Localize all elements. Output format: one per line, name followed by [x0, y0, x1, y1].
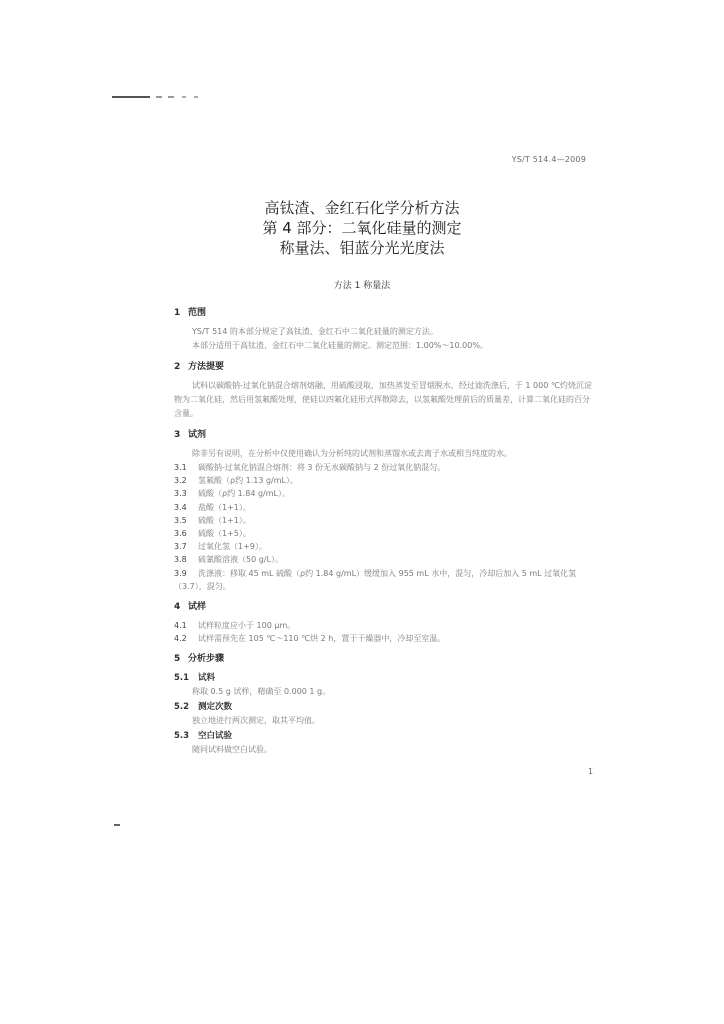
- section-heading-procedure: [174, 653, 594, 665]
- subsection-number: 5.2: [174, 702, 190, 713]
- item-text: 碳酸钠-过氧化钠混合熔剂：将 3 份无水碳酸钠与 2 份过氧化钠混匀。: [198, 463, 446, 472]
- item-text: 硫酸（1+1）。: [198, 515, 251, 525]
- list-item: [174, 487, 594, 500]
- method-title: 方法 1 称量法: [333, 281, 391, 291]
- item-text: 硫氰酸溶液（50 g/L）。: [198, 555, 283, 565]
- section-title: 分析步骤: [188, 654, 225, 665]
- subsection-heading: [174, 700, 594, 714]
- item-text: 氢氟酸（ρ约 1.13 g/mL）。: [198, 476, 298, 486]
- standard-number: YS/T 514.4—2009: [511, 155, 586, 164]
- item-text: 硫酸（ρ约 1.84 g/mL）。: [198, 489, 290, 499]
- item-number: 3.9: [174, 568, 187, 578]
- title-line-2: 第 4 部分：二氧化硅量的测定: [262, 219, 462, 237]
- item-text: 过氧化氢（1+9）。: [198, 542, 267, 552]
- subsection-title: 试料: [198, 673, 216, 684]
- paragraph: YS/T 514 的本部分规定了高钛渣、金红石中二氧化硅量的测定方法。: [192, 327, 438, 336]
- section-title: 试剂: [188, 430, 207, 440]
- section-title: 试样: [188, 602, 207, 613]
- list-item: [174, 474, 594, 487]
- subsection-number: 5.3: [174, 731, 190, 742]
- item-number: 4.2: [174, 634, 187, 644]
- section-number: 5: [174, 654, 181, 665]
- subsection-text: 独立地进行两次测定，取其平均值。: [192, 716, 320, 726]
- item-number: 3.8: [174, 555, 187, 565]
- page-number: 1: [588, 767, 594, 776]
- list-item: [174, 632, 594, 645]
- list-item: [174, 527, 594, 540]
- item-number: 3.7: [174, 542, 187, 552]
- item-text: 硫酸（1+5）。: [198, 529, 251, 539]
- item-number: 3.2: [174, 476, 187, 486]
- item-text: 试样粒度应小于 100 μm。: [198, 621, 296, 631]
- subsection-number: 5.1: [174, 673, 190, 684]
- subsection-text: 称取 0.5 g 试样，精确至 0.000 1 g。: [192, 687, 331, 697]
- section-number: 2: [174, 362, 181, 372]
- scan-artifact-line: [112, 96, 204, 98]
- paragraph: 试料以碳酸钠-过氧化钠混合熔剂熔融，用硫酸浸取，加热蒸发至冒烟脱水，经过滤洗涤后，于 1 000 ℃灼烧沉淀物为二氧化硅，然后用氢氟酸处理，使硅以四氟化硅形式挥散除去，以氢氟酸处理前后的质量差，计算二氧化硅的百分含量。: [174, 381, 592, 418]
- item-number: 3.4: [174, 502, 187, 512]
- document-title: [0, 198, 724, 258]
- subsection-title: 空白试验: [198, 731, 233, 742]
- item-number: 3.3: [174, 489, 187, 499]
- section-number: 3: [174, 430, 181, 440]
- section-number: 1: [174, 308, 181, 318]
- section-title: 方法提要: [188, 362, 225, 372]
- title-line-1: 高钛渣、金红石化学分析方法: [264, 199, 460, 217]
- list-item: [174, 461, 594, 474]
- section-title: 范围: [188, 308, 207, 318]
- list-item: [174, 514, 594, 527]
- list-item: [174, 619, 594, 632]
- list-item: [174, 501, 594, 514]
- list-item: [174, 540, 594, 553]
- list-item: [174, 567, 594, 593]
- section-number: 4: [174, 602, 181, 613]
- paragraph: 本部分适用于高钛渣、金红石中二氧化硅量的测定。测定范围：1.00%～10.00%。: [192, 341, 488, 350]
- section-heading-principle: [174, 361, 594, 373]
- list-item: [174, 553, 594, 566]
- section-heading-sample: [174, 601, 594, 613]
- title-line-3: 称量法、钼蓝分光光度法: [279, 239, 445, 257]
- subsection-text: 随同试料做空白试验。: [192, 745, 272, 755]
- section-heading-scope: [174, 307, 594, 319]
- item-number: 3.5: [174, 515, 187, 525]
- item-text: 试样需预先在 105 ℃～110 ℃烘 2 h，置于干燥器中，冷却至室温。: [198, 634, 446, 644]
- item-text: 洗涤液：移取 45 mL 硫酸（ρ约 1.84 g/mL）缓缓加入 955 mL 水中，混匀，冷却后加入 5 mL 过氧化氢（3.7），混匀。: [174, 568, 577, 591]
- section-heading-reagents: [174, 429, 594, 441]
- document-body: [174, 307, 594, 758]
- paragraph: 除非另有说明，在分析中仅使用确认为分析纯的试剂和蒸馏水或去离子水或相当纯度的水。: [192, 449, 512, 458]
- scan-artifact-mark: [114, 824, 120, 826]
- subsection-heading: [174, 671, 594, 685]
- subsection-heading: [174, 729, 594, 743]
- item-number: 3.1: [174, 463, 187, 472]
- item-number: 3.6: [174, 529, 187, 539]
- item-text: 盐酸（1+1）。: [198, 502, 251, 512]
- item-number: 4.1: [174, 621, 187, 631]
- subsection-title: 测定次数: [198, 702, 233, 713]
